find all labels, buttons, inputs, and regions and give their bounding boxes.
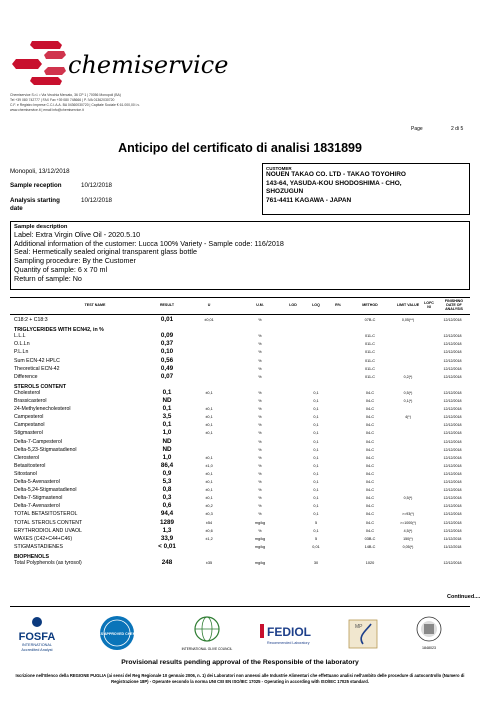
method-cell: 04-C <box>365 431 375 436</box>
limit-cell: 4,5(*) <box>403 528 413 533</box>
method-cell: 04-C <box>365 399 375 403</box>
test-name-cell: Campestanol <box>14 422 45 429</box>
result-cell: 86,4 <box>160 461 174 469</box>
result-cell: 1289 <box>159 518 174 526</box>
unit-cell: % <box>258 399 262 403</box>
result-cell: 0,07 <box>160 372 174 380</box>
sample-line: Label: Extra Virgin Olive Oil - 2020.5.10 <box>14 230 141 239</box>
finishing-date-cell: 12/12/2018 <box>443 423 462 428</box>
loq-cell: 0,1 <box>313 415 319 420</box>
unit-cell: % <box>258 447 262 452</box>
certificate-title: Anticipo del certificato di analisi 1831899 <box>118 141 362 155</box>
table-row <box>10 405 470 413</box>
finishing-date-cell: 12/12/2018 <box>443 431 462 436</box>
result-cell: ND <box>162 437 172 445</box>
loq-cell: 0,1 <box>313 512 319 517</box>
uncertainty-cell: ±0,1 <box>205 415 213 420</box>
limit-cell: 0,05(**) <box>401 318 415 322</box>
finishing-date-cell: 11/12/2018 <box>443 544 462 549</box>
uncertainty-cell: ±0,6 <box>205 528 213 533</box>
result-cell: 0,37 <box>160 340 174 348</box>
test-name-cell: Delta-5,24-Stigmastadienol <box>14 487 77 494</box>
table-row <box>10 429 470 437</box>
result-cell: 248 <box>161 559 173 566</box>
continued-note: Continued.... <box>447 594 480 600</box>
loq-cell: 0,1 <box>313 423 319 428</box>
page-number: 2 di 5 <box>451 126 464 132</box>
customer-line: 143-64, YASUDA-KOU SHODOSHIMA - CHO, <box>266 179 402 187</box>
customer-line: SHOZUGUN <box>266 188 304 196</box>
svg-text:1848023: 1848023 <box>422 646 436 650</box>
header-finishing-date: FINISHING DATE OF ANALYSIS <box>444 299 464 311</box>
footer-divider <box>10 606 470 607</box>
method-cell: 011-C <box>364 350 376 355</box>
loq-cell: 0,1 <box>313 455 319 460</box>
test-name-cell: Stigmasterol <box>14 430 43 437</box>
svg-text:FEDIOL: FEDIOL <box>267 625 311 639</box>
uncertainty-cell: ±35 <box>205 561 213 565</box>
sample-line: Additional information of the customer: Lucca 100% Variety - Sample code: 116/2018 <box>14 238 284 248</box>
test-name-cell: TOTAL BETASITOSTEROL <box>14 511 78 518</box>
table-row <box>10 316 470 324</box>
finishing-date-cell: 12/12/2018 <box>443 374 462 379</box>
result-cell: 0,01 <box>160 316 174 323</box>
table-row <box>10 438 470 446</box>
table-row <box>10 543 470 551</box>
uncertainty-cell: ±0,1 <box>205 496 213 501</box>
loq-cell: 0,1 <box>313 496 319 501</box>
test-name-cell: ERYTHRODIOL AND UVAOL <box>14 527 82 534</box>
test-name-cell: Delta-5,23-Stigmastadienol <box>14 446 77 453</box>
company-line-3: C.F. e Registro Imprese C.C.I.A.A. BA 04360030720 | Capitale Sociale € 61.000,00 i.v. <box>10 103 140 107</box>
method-cell: 04-C <box>365 488 375 493</box>
loq-cell: 0,1 <box>313 480 319 484</box>
method-cell: 011-C <box>364 374 376 379</box>
limit-cell: 0,1(*) <box>403 399 413 403</box>
finishing-date-cell: 12/12/2018 <box>443 366 462 371</box>
result-cell: 0,8 <box>162 486 172 494</box>
finishing-date-cell: 12/12/2018 <box>443 358 462 363</box>
limit-cell: >=93(*) <box>402 512 414 517</box>
header-r: R% <box>335 303 341 307</box>
loq-cell: 0,1 <box>313 528 319 533</box>
unit-cell: % <box>258 471 262 476</box>
unit-cell: % <box>258 334 262 339</box>
method-cell: 1020 <box>365 561 375 565</box>
loq-cell: 0,01 <box>312 544 320 549</box>
svg-text:INTERNATIONAL OLIVE COUNCIL: INTERNATIONAL OLIVE COUNCIL <box>181 647 233 651</box>
finishing-date-cell: 12/12/2018 <box>443 407 462 412</box>
header-loq: LOQ <box>312 303 320 307</box>
result-cell: 1,0 <box>162 429 172 437</box>
method-cell: 011-C <box>364 358 376 363</box>
result-cell: ND <box>162 397 172 404</box>
loq-cell: 0,1 <box>313 471 319 476</box>
customer-line: NOUEN TAKAO CO. LTD - TAKAO TOYOHIRO <box>266 171 406 178</box>
method-cell: 04-C <box>365 520 375 525</box>
finishing-date-cell: 12/12/2018 <box>443 528 462 533</box>
finishing-date-cell: 12/12/2018 <box>443 488 462 493</box>
sample-reception-value: 10/12/2018 <box>81 182 112 189</box>
loq-cell: 0,1 <box>313 431 319 436</box>
fediol-mark-icon <box>260 624 264 638</box>
finishing-date-cell: 12/12/2018 <box>443 390 462 395</box>
company-line-1: Chemiservice S.r.l. • Via Vecchia Mercato, 36 CP 1 | 70056 Monopoli (BA) <box>10 93 121 97</box>
unit-cell: mg/kg <box>254 536 266 541</box>
method-cell: 04-C <box>365 415 375 420</box>
analysis-start-label: Analysis starting <box>10 197 60 204</box>
header-unit: U.M. <box>256 303 264 307</box>
test-name-cell: Delta-5-Avenasterol <box>14 479 60 485</box>
method-cell: 04-C <box>365 390 375 395</box>
loq-cell: 0,1 <box>313 407 319 412</box>
header-lofc: LOFC NI <box>424 301 434 309</box>
method-cell: 011-C <box>364 342 376 347</box>
header-result: RESULT <box>159 303 175 307</box>
section-title: STEROLS CONTENT <box>14 383 67 390</box>
svg-text:FOSFA: FOSFA <box>18 631 56 643</box>
finishing-date-cell: 12/12/2018 <box>443 455 462 460</box>
accredia-logo <box>409 614 449 654</box>
finishing-date-cell: 12/12/2018 <box>443 447 462 452</box>
method-cell: 04-C <box>365 407 375 412</box>
mp-logo <box>347 614 379 654</box>
limit-cell: 0,2(*) <box>403 374 413 379</box>
chemiservice-logo-graphic <box>10 37 229 92</box>
unit-cell: % <box>258 318 262 322</box>
limit-cell: 0,5(*) <box>403 496 413 501</box>
fosfa-logo <box>12 614 62 654</box>
table-row <box>10 348 470 356</box>
uncertainty-cell: ±54 <box>205 520 213 525</box>
result-cell: 0,49 <box>160 364 174 372</box>
unit-cell: mg/kg <box>254 561 266 565</box>
loq-cell: 0,1 <box>313 488 319 493</box>
result-cell: 0,1 <box>162 421 172 429</box>
method-cell: 011-C <box>364 366 376 371</box>
uncertainty-cell: ±0,1 <box>205 455 213 460</box>
customer-box <box>262 163 470 215</box>
table-row <box>10 510 470 518</box>
result-cell: < 0,01 <box>158 542 176 550</box>
table-row <box>10 535 470 543</box>
svg-text:Accredited Analyst: Accredited Analyst <box>21 648 53 652</box>
method-cell: 04-C <box>365 423 375 428</box>
header-lod: LOD <box>289 303 297 307</box>
uncertainty-cell: ±0,1 <box>205 423 213 428</box>
test-name-cell: Brassicasterol <box>14 398 47 404</box>
finishing-date-cell: 12/12/2018 <box>443 439 462 444</box>
finishing-date-cell: 12/12/2018 <box>443 350 462 355</box>
unit-cell: % <box>258 439 262 444</box>
finishing-date-cell: 11/12/2018 <box>443 536 462 541</box>
test-name-cell: C18:2 + C18:3 <box>14 317 48 323</box>
test-name-cell: Cholesterol <box>14 389 41 396</box>
result-cell: 0,3 <box>162 494 172 502</box>
result-cell: 1,0 <box>162 453 172 461</box>
page-label: Page <box>411 126 423 132</box>
limit-cell: 150(*) <box>403 536 413 541</box>
limit-cell: 0,05(*) <box>402 544 414 549</box>
test-name-cell: Betasitosterol <box>14 462 46 469</box>
header-method: METHOD <box>362 303 378 307</box>
sample-reception-label: Sample reception <box>10 182 62 189</box>
test-name-cell: 24-Methylenecholesterol <box>14 406 71 413</box>
loq-cell: 30 <box>313 561 319 565</box>
table-row <box>10 389 470 397</box>
limit-cell: >=1000(*) <box>400 520 416 525</box>
test-name-cell: P.L.Ln <box>14 349 29 356</box>
result-cell: 94,4 <box>160 510 174 518</box>
unit-cell: % <box>258 350 262 355</box>
method-cell: 04-C <box>365 455 375 460</box>
unit-cell: % <box>258 374 262 379</box>
loq-cell: 0,1 <box>313 463 319 468</box>
uncertainty-cell: ±0,2 <box>205 504 213 509</box>
table-row <box>10 527 470 535</box>
method-cell: 14B-C <box>364 544 376 549</box>
svg-text:MP: MP <box>355 624 363 630</box>
test-name-cell: Clerosterol <box>14 454 40 461</box>
unit-cell: % <box>258 488 262 493</box>
table-row <box>10 519 470 527</box>
loq-cell: 0,1 <box>313 439 319 444</box>
result-cell: 0,56 <box>160 356 174 364</box>
unit-cell: % <box>258 504 262 509</box>
table-row <box>10 494 470 502</box>
test-name-cell: L.L.L <box>14 333 26 340</box>
svg-text:Recommended Laboratory: Recommended Laboratory <box>267 641 310 645</box>
test-name-cell: Sitostanol <box>14 470 37 477</box>
table-row <box>10 502 470 510</box>
loq-cell: 0,1 <box>313 399 319 403</box>
method-cell: 03B-C <box>364 536 376 541</box>
unit-cell: % <box>258 431 262 436</box>
unit-cell: mg/kg <box>254 520 266 525</box>
finishing-date-cell: 12/12/2018 <box>443 496 462 501</box>
company-logo <box>10 37 229 92</box>
unit-cell: % <box>258 455 262 460</box>
result-cell: 0,9 <box>162 469 172 477</box>
section-title: TRIGLYCERIDES WITH ECN42, in % <box>14 327 104 334</box>
unit-cell: % <box>258 390 262 395</box>
sample-line: Return of sample: No <box>14 273 82 283</box>
test-name-cell: Campesterol <box>14 414 44 421</box>
method-cell: 011-C <box>364 334 376 339</box>
uncertainty-cell: ±0,1 <box>205 407 213 412</box>
analysis-start-value: 10/12/2018 <box>81 197 112 204</box>
header-uncertainty: U <box>207 303 211 307</box>
unit-cell: % <box>258 342 262 347</box>
customer-line: 761-4411 KAGAWA - JAPAN <box>266 196 352 204</box>
sample-line: Quantity of sample: 6 x 70 ml <box>14 264 108 274</box>
unit-cell: % <box>258 423 262 428</box>
limit-cell: 4(*) <box>405 415 411 420</box>
uncertainty-cell: ±1,2 <box>205 536 213 541</box>
loq-cell: 0,1 <box>313 447 319 452</box>
method-cell: 04-C <box>365 439 375 444</box>
ioc-logo <box>181 614 233 654</box>
table-row <box>10 462 470 470</box>
table-row <box>10 413 470 421</box>
method-cell: 04-C <box>365 512 375 517</box>
table-row <box>10 397 470 405</box>
test-name-cell: Delta-7-Campesterol <box>14 438 62 445</box>
test-name-cell: STIGMASTADIENES <box>14 543 63 550</box>
uncertainty-cell: ±0,01 <box>204 318 214 322</box>
test-name-cell: Difference <box>14 373 38 380</box>
test-name-cell: Total Polyphenols (as tyrosol) <box>14 560 82 566</box>
result-cell: 0,10 <box>160 348 174 356</box>
company-line-2: Tel +39 080 742777 | FAX Fax +39 080 748666 | P. IVA 01362030720 <box>10 98 115 102</box>
results-table-header <box>10 297 470 315</box>
method-cell: 04-C <box>365 463 375 468</box>
logo-text: chemiservice <box>68 51 229 79</box>
method-cell: 04-C <box>365 447 375 452</box>
test-name-cell: Delta-7-Stigmastenol <box>14 495 63 502</box>
unit-cell: % <box>258 512 262 517</box>
table-row <box>10 470 470 478</box>
analysis-start-label-date: date <box>10 205 23 212</box>
result-cell: 5,3 <box>162 478 172 485</box>
unit-cell: mg/kg <box>254 544 266 549</box>
result-cell: 0,09 <box>160 332 174 340</box>
test-name-cell: WAXES (C42+C44+C46) <box>14 535 73 542</box>
finishing-date-cell: 12/12/2018 <box>443 334 462 339</box>
customer-label: CUSTOMER <box>266 166 292 171</box>
method-cell: 04-C <box>365 496 375 501</box>
table-row <box>10 559 470 567</box>
table-row <box>10 332 470 340</box>
uncertainty-cell: ±0,1 <box>205 488 213 493</box>
section-title: BIOPHENOLS <box>14 553 50 560</box>
uncertainty-cell: ±0,1 <box>205 390 213 395</box>
unit-cell: % <box>258 528 262 533</box>
table-row <box>10 446 470 454</box>
table-row <box>10 486 470 494</box>
unit-cell: % <box>258 496 262 501</box>
result-cell: 0,6 <box>162 502 172 510</box>
finishing-date-cell: 12/12/2018 <box>443 480 462 484</box>
unit-cell: % <box>258 407 262 412</box>
finishing-date-cell: 12/12/2018 <box>443 318 462 322</box>
finishing-date-cell: 12/12/2018 <box>443 399 462 403</box>
test-name-cell: Sum ECN-42 HPLC <box>14 357 60 364</box>
result-cell: 0,1 <box>162 405 172 413</box>
company-line-4: www.chemiservice.it | email info@chemiservice.it <box>10 108 84 112</box>
header-test-name: TEST NAME <box>84 303 106 307</box>
table-row <box>10 365 470 373</box>
sample-line: Seal: Hermetically sealed original transparent glass bottle <box>14 247 197 257</box>
result-cell: 33,9 <box>160 534 174 542</box>
finishing-date-cell: 12/12/2018 <box>443 471 462 476</box>
method-cell: 04-C <box>365 528 375 533</box>
svg-text:AOCS APPROVED CHEMIST: AOCS APPROVED CHEMIST <box>92 632 142 636</box>
uncertainty-cell: ±0,1 <box>205 431 213 436</box>
unit-cell: % <box>258 358 262 363</box>
table-row <box>10 357 470 365</box>
finishing-date-cell: 12/12/2018 <box>443 561 462 565</box>
finishing-date-cell: 12/12/2018 <box>443 463 462 468</box>
method-cell: 04-C <box>365 480 375 484</box>
method-cell: 07B-C <box>364 318 376 322</box>
result-cell: 0,1 <box>162 388 172 396</box>
unit-cell: % <box>258 415 262 420</box>
table-row <box>10 478 470 486</box>
result-cell: ND <box>162 445 172 453</box>
header-limit-value: LIMIT VALUE <box>396 303 420 307</box>
loq-cell: 0,1 <box>313 390 319 395</box>
svg-text:INTERNATIONAL: INTERNATIONAL <box>21 643 53 647</box>
uncertainty-cell: ±0,3 <box>205 512 213 517</box>
place-date: Monopoli, 13/12/2018 <box>10 168 70 175</box>
fediol-logo <box>258 614 318 654</box>
uncertainty-cell: ±1,0 <box>205 463 213 468</box>
table-row <box>10 421 470 429</box>
uncertainty-cell: ±0,1 <box>205 480 213 484</box>
result-cell: 3,5 <box>162 413 172 421</box>
loq-cell: 5 <box>314 520 318 525</box>
finishing-date-cell: 12/12/2018 <box>443 504 462 509</box>
test-name-cell: O.L.Ln <box>14 341 30 348</box>
loq-cell: 0,1 <box>313 504 319 509</box>
registration-notice: Iscrizione nell'Elenco della REGIONE PUGLIA (ai sensi del Reg Regionale 10 gennaio 2006, n. 1) dei Laboratori non annessi alle Industrie Alimentari che effettuano analisi nell'ambito delle procedure di autocontrollo (Numero di Registrazione 18P) - Operante secondo la norma UNI CEI EN ISO/IEC 17025 - Operating in according with ISO/IEC 17025 standard. <box>15 673 465 684</box>
unit-cell: % <box>258 463 262 468</box>
sample-line: Sampling procedure: By the Customer <box>14 256 136 266</box>
table-row <box>10 454 470 462</box>
result-cell: 1,3 <box>162 526 172 534</box>
provisional-results-notice: Provisional results pending approval of the Responsible of the laboratory <box>121 659 359 666</box>
finishing-date-cell: 12/12/2018 <box>443 415 462 420</box>
test-name-cell: TOTAL STEROLS CONTENT <box>14 519 83 526</box>
finishing-date-cell: 12/12/2018 <box>443 520 462 525</box>
loq-cell: 5 <box>314 536 318 541</box>
test-name-cell: Theoretical ECN-42 <box>14 365 60 372</box>
table-row <box>10 340 470 348</box>
uncertainty-cell: ±0,1 <box>205 471 213 476</box>
sample-description-box <box>10 221 470 290</box>
test-name-cell: Delta-7-Avenasterol <box>14 503 60 510</box>
method-cell: 04-C <box>365 471 375 476</box>
limit-cell: 0,5(*) <box>403 390 413 395</box>
aocs-logo <box>92 614 142 654</box>
fosfa-emblem-icon <box>32 617 42 627</box>
finishing-date-cell: 12/12/2018 <box>443 342 462 347</box>
unit-cell: % <box>258 480 262 484</box>
table-row <box>10 373 470 381</box>
sample-description-title: Sample description <box>14 224 68 230</box>
method-cell: 04-C <box>365 504 375 509</box>
unit-cell: % <box>258 366 262 371</box>
finishing-date-cell: 12/12/2018 <box>443 512 462 517</box>
